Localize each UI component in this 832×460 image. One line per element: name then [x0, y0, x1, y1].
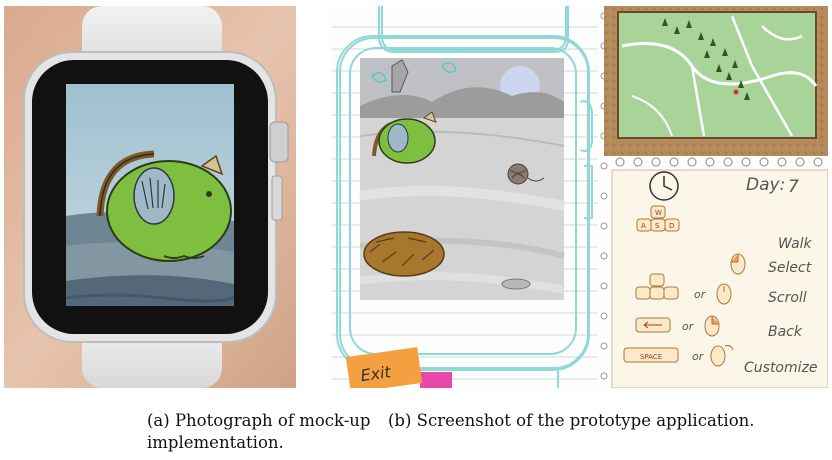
watch-photo — [4, 6, 296, 388]
exit-label: Exit — [359, 362, 392, 386]
or-customize: or — [692, 350, 704, 363]
space-key-label: SPACE — [640, 353, 663, 361]
backspace-key-icon — [636, 318, 670, 332]
key-w: W — [655, 209, 662, 217]
or-scroll: or — [694, 288, 706, 301]
back-label: Back — [768, 324, 802, 340]
caption-a — [0, 410, 371, 454]
mouse-left-icon — [731, 254, 745, 274]
prototype-screenshot — [332, 6, 828, 388]
controls-card — [612, 170, 828, 388]
scroll-label: Scroll — [768, 290, 807, 306]
game-screen[interactable] — [360, 58, 564, 300]
key-a: A — [641, 222, 646, 230]
day-label: Day: — [746, 175, 786, 195]
space-key-icon — [624, 348, 678, 362]
walk-label: Walk — [778, 236, 812, 252]
select-label: Select — [768, 260, 812, 276]
prototype-panel — [332, 6, 828, 388]
mouse-scroll-icon — [717, 284, 731, 304]
caption-b — [388, 410, 828, 432]
or-back: or — [682, 320, 694, 333]
customize-label: Customize — [744, 360, 818, 376]
mouse-right-icon — [705, 316, 719, 336]
key-s: S — [655, 222, 660, 230]
key-d: D — [669, 222, 675, 230]
caption-a-line2: implementation. — [147, 433, 284, 452]
watch-screen-photo — [66, 84, 234, 306]
player-map-marker — [734, 90, 739, 95]
map-board — [604, 6, 828, 156]
straw-nest[interactable] — [364, 232, 444, 276]
caption-a-line1: (a) Photograph of mock-up — [147, 411, 371, 430]
photo-panel — [4, 6, 296, 388]
day-value: 7 — [788, 177, 799, 197]
caption-b-text: (b) Screenshot of the prototype application. — [388, 411, 755, 430]
watch-crown — [270, 122, 288, 162]
